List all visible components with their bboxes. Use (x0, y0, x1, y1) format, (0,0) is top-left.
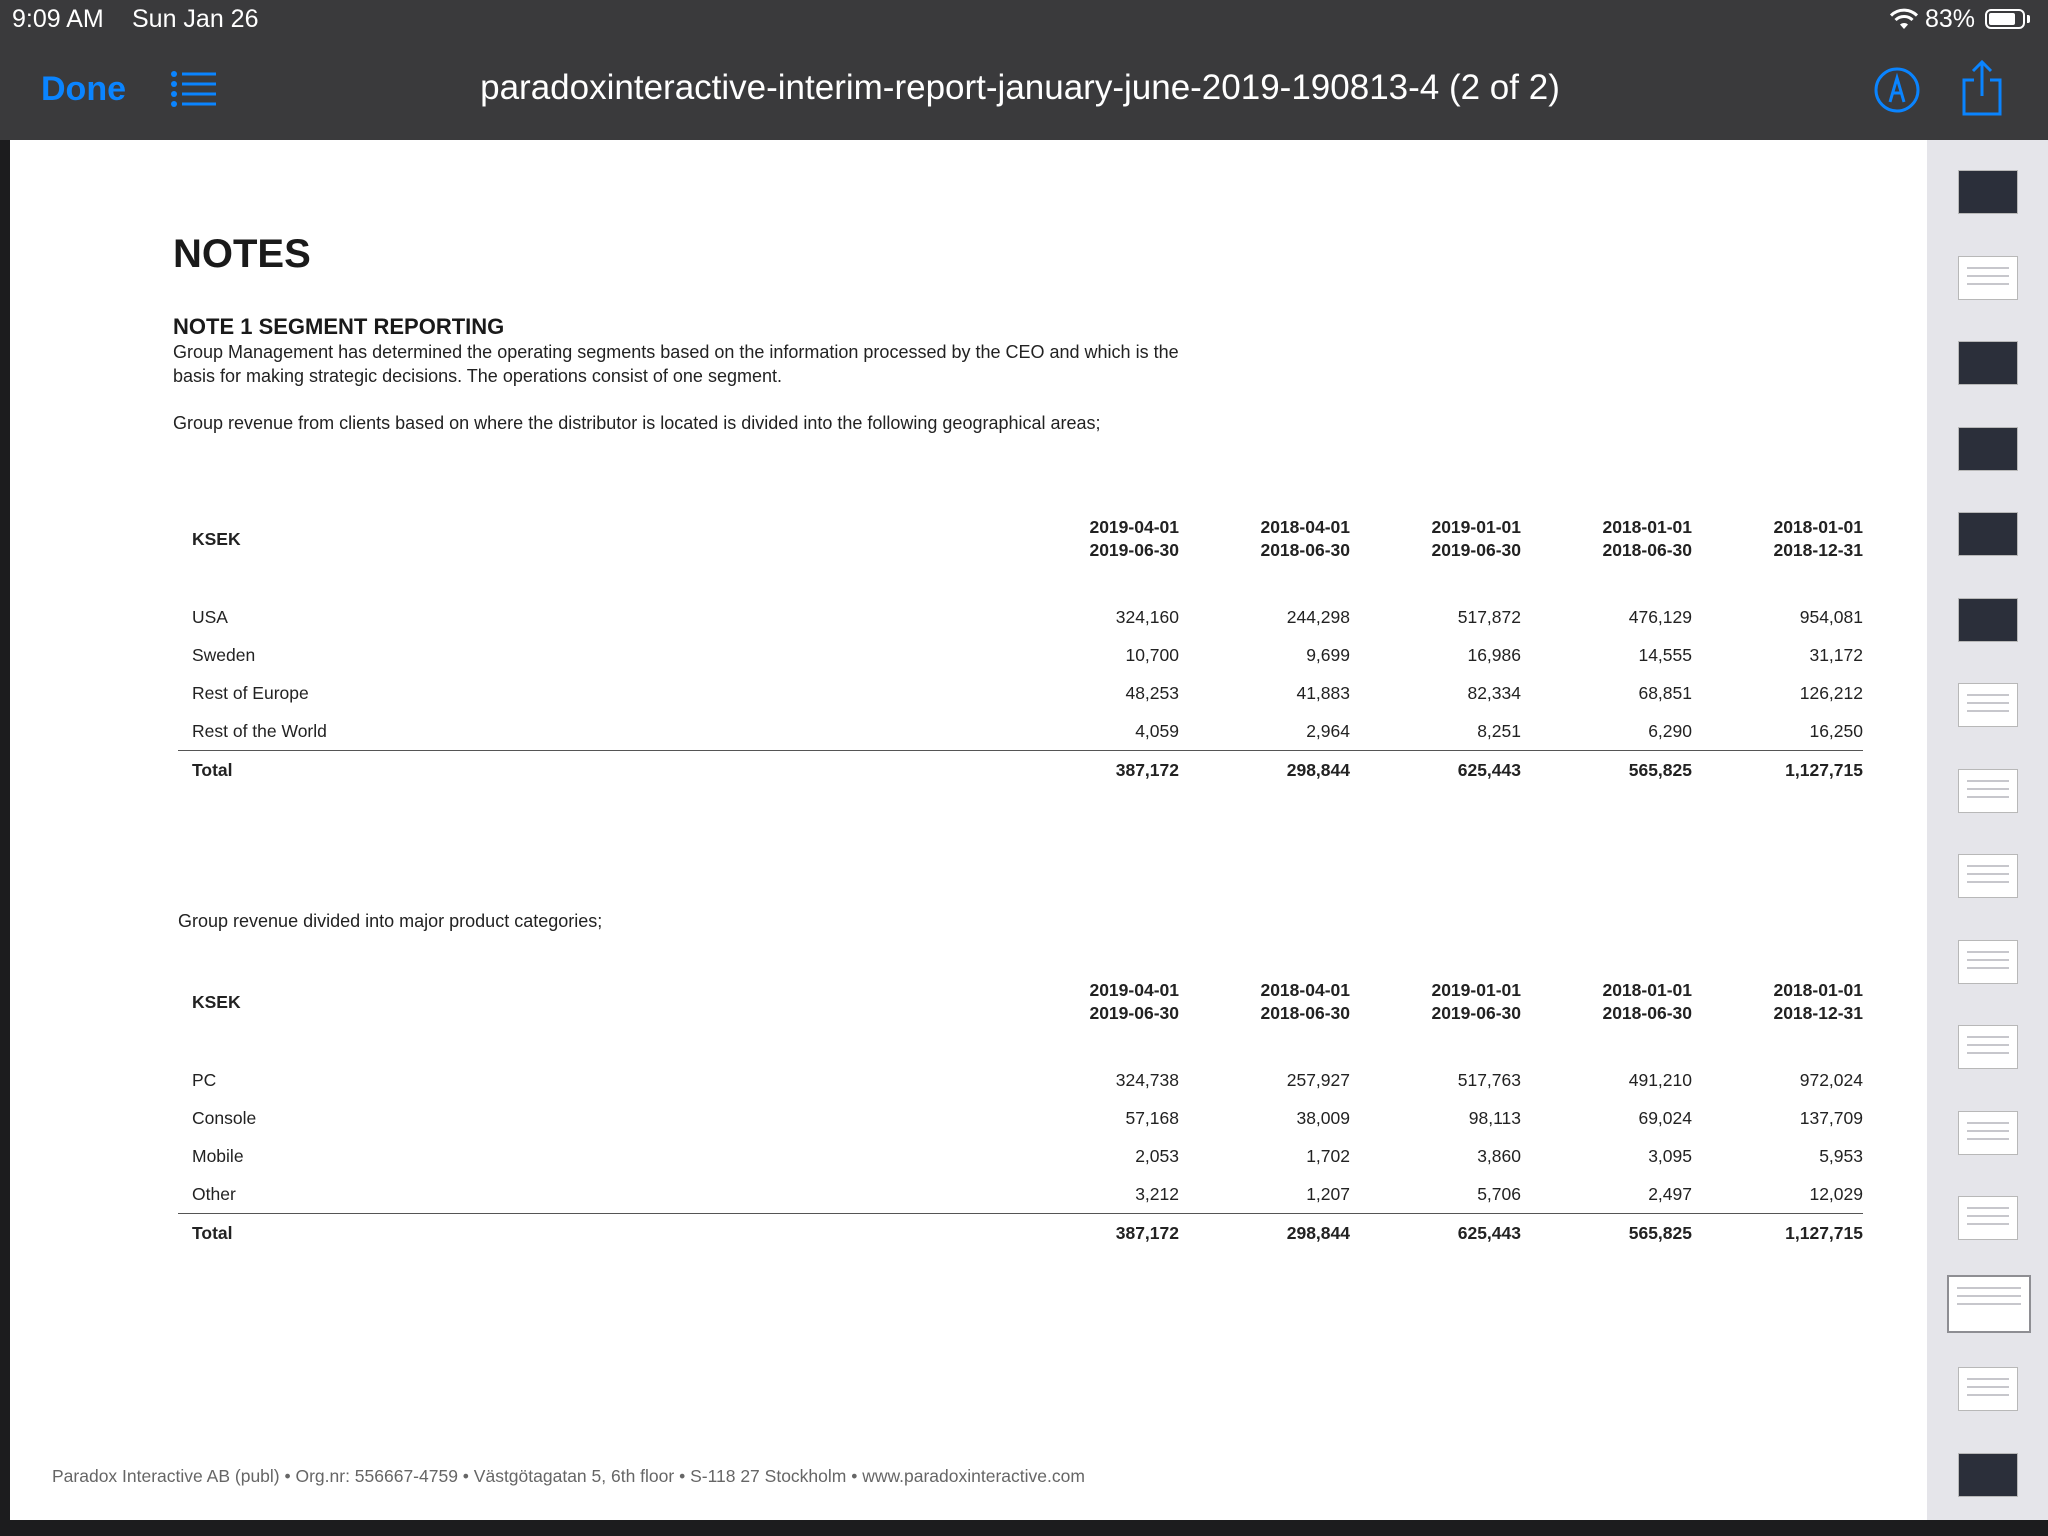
period-end: 2019-06-30 (1089, 1003, 1179, 1023)
period-start: 2019-01-01 (1431, 980, 1521, 1000)
cell-value: 5,953 (1819, 1145, 1863, 1166)
thumbnail-line (1957, 1295, 2021, 1297)
thumbnail-line (1967, 275, 2009, 277)
table-row (178, 712, 1863, 751)
page-thumbnail[interactable] (1947, 1275, 2031, 1333)
thumbnail-line (1967, 283, 2009, 285)
status-bar (0, 0, 2048, 40)
row-label: USA (192, 606, 228, 627)
geo-intro-text: Group revenue from clients based on where the distributor is located is divided into the following geographical areas; (173, 413, 1101, 433)
period-start: 2019-04-01 (1089, 517, 1179, 537)
cell-value: 16,986 (1467, 644, 1521, 665)
table-row (178, 1061, 1863, 1099)
page-thumbnail[interactable] (1958, 1025, 2018, 1069)
thumbnail-line (1967, 1138, 2009, 1140)
note-paragraph: Group Management has determined the operating segments based on the information processed by the CEO and which is the basis for making strategic decisions. The operations consist of one segment. (173, 342, 1179, 386)
row-label: Total (178, 1214, 1008, 1253)
cell-value: 2,497 (1648, 1183, 1692, 1204)
thumbnail-line (1967, 1044, 2009, 1046)
page-thumbnail[interactable] (1958, 170, 2018, 214)
period-header (1350, 963, 1521, 1041)
table-row (178, 674, 1863, 712)
document-page (10, 140, 1927, 1520)
cell-value: 126,212 (1799, 682, 1863, 703)
period-start: 2018-01-01 (1602, 517, 1692, 537)
row-label: Rest of the World (192, 720, 327, 741)
cell-value: 10,700 (1125, 644, 1179, 665)
thumbnail-line (1967, 788, 2009, 790)
cell-value: 324,160 (1115, 606, 1179, 627)
thumbnail-line (1957, 1303, 2021, 1305)
cell-value: 625,443 (1350, 1214, 1521, 1253)
cell-value: 1,702 (1306, 1145, 1350, 1166)
cell-value: 31,172 (1809, 644, 1863, 665)
period-end: 2019-06-30 (1431, 1003, 1521, 1023)
page-thumbnail[interactable] (1958, 598, 2018, 642)
cell-value: 41,883 (1296, 682, 1350, 703)
share-icon[interactable] (1960, 58, 2004, 118)
total-row (178, 751, 1863, 790)
cell-value: 954,081 (1799, 606, 1863, 627)
thumbnail-line (1957, 1287, 2021, 1289)
thumbnail-line (1967, 1052, 2009, 1054)
period-header (1179, 500, 1350, 578)
cell-value: 625,443 (1350, 751, 1521, 790)
cell-value: 2,964 (1306, 720, 1350, 741)
thumbnail-line (1967, 267, 2009, 269)
period-header (1350, 500, 1521, 578)
spacer-row (178, 578, 1863, 598)
cell-value: 387,172 (1008, 1214, 1179, 1253)
cell-value: 257,927 (1286, 1069, 1350, 1090)
thumbnail-line (1967, 1122, 2009, 1124)
cell-value: 69,024 (1638, 1107, 1692, 1128)
cell-value: 137,709 (1799, 1107, 1863, 1128)
period-start: 2019-01-01 (1431, 517, 1521, 537)
period-start: 2019-04-01 (1089, 980, 1179, 1000)
period-end: 2018-12-31 (1773, 540, 1863, 560)
thumbnail-line (1967, 1394, 2009, 1396)
period-header (1692, 500, 1863, 578)
period-end: 2019-06-30 (1431, 540, 1521, 560)
page-thumbnail[interactable] (1958, 769, 2018, 813)
thumbnail-line (1967, 1130, 2009, 1132)
thumbnail-line (1967, 1215, 2009, 1217)
period-start: 2018-04-01 (1260, 517, 1350, 537)
cell-value: 3,860 (1477, 1145, 1521, 1166)
cell-value: 517,872 (1457, 606, 1521, 627)
thumbnail-line (1967, 702, 2009, 704)
page-thumbnail[interactable] (1958, 427, 2018, 471)
thumbnail-line (1967, 865, 2009, 867)
cell-value: 5,706 (1477, 1183, 1521, 1204)
table-row (178, 636, 1863, 674)
cell-value: 12,029 (1809, 1183, 1863, 1204)
cell-value: 16,250 (1809, 720, 1863, 741)
cell-value: 8,251 (1477, 720, 1521, 741)
nav-bar (0, 40, 2048, 140)
cell-value: 387,172 (1008, 751, 1179, 790)
period-start: 2018-01-01 (1773, 517, 1863, 537)
period-start: 2018-01-01 (1773, 980, 1863, 1000)
page-title: NOTES (173, 232, 311, 276)
cell-value: 9,699 (1306, 644, 1350, 665)
cell-value: 565,825 (1521, 751, 1692, 790)
page-thumbnail[interactable] (1958, 341, 2018, 385)
battery-percent: 83% (1925, 5, 1976, 33)
cell-value: 68,851 (1638, 682, 1692, 703)
period-end: 2018-06-30 (1602, 1003, 1692, 1023)
cell-value: 98,113 (1468, 1107, 1521, 1128)
cell-value: 517,763 (1457, 1069, 1521, 1090)
page-thumbnail[interactable] (1958, 256, 2018, 300)
bottom-edge (0, 1520, 2048, 1536)
unit-header: KSEK (192, 528, 241, 549)
table-row (178, 1099, 1863, 1137)
cell-value: 244,298 (1286, 606, 1350, 627)
thumbnail-line (1967, 1223, 2009, 1225)
thumbnail-line (1967, 1036, 2009, 1038)
cell-value: 2,053 (1135, 1145, 1179, 1166)
thumbnail-line (1967, 710, 2009, 712)
page-thumbnail[interactable] (1958, 1111, 2018, 1155)
row-label: Rest of Europe (192, 682, 309, 703)
thumbnail-line (1967, 780, 2009, 782)
period-end: 2018-12-31 (1773, 1003, 1863, 1023)
battery-tip (2027, 15, 2030, 23)
period-end: 2019-06-30 (1089, 540, 1179, 560)
outline-list-icon[interactable] (170, 70, 216, 108)
thumbnail-line (1967, 796, 2009, 798)
thumbnail-line (1967, 1207, 2009, 1209)
table-header-row (178, 963, 1863, 1041)
thumbnail-line (1967, 959, 2009, 961)
period-end: 2018-06-30 (1260, 540, 1350, 560)
wifi-icon (1889, 7, 1919, 31)
thumbnail-line (1967, 1378, 2009, 1380)
row-label: Mobile (192, 1145, 244, 1166)
cell-value: 4,059 (1135, 720, 1179, 741)
row-label: Total (178, 751, 1008, 790)
thumbnail-line (1967, 694, 2009, 696)
period-header (1008, 963, 1179, 1041)
period-header (1179, 963, 1350, 1041)
geographic-revenue-table (178, 500, 1863, 789)
page-thumbnail[interactable] (1958, 854, 2018, 898)
markup-pen-icon[interactable] (1873, 66, 1921, 114)
cell-value: 565,825 (1521, 1214, 1692, 1253)
thumbnail-line (1967, 967, 2009, 969)
cell-value: 6,290 (1648, 720, 1692, 741)
table-row (178, 1137, 1863, 1175)
note-heading: NOTE 1 SEGMENT REPORTING (173, 314, 505, 339)
cell-value: 38,009 (1296, 1107, 1350, 1128)
table-header-row (178, 500, 1863, 578)
cell-value: 491,210 (1628, 1069, 1692, 1090)
page-thumbnail[interactable] (1958, 512, 2018, 556)
cell-value: 48,253 (1125, 682, 1179, 703)
cell-value: 1,127,715 (1692, 1214, 1863, 1253)
period-header (1008, 500, 1179, 578)
cell-value: 57,168 (1125, 1107, 1179, 1128)
period-header (1521, 963, 1692, 1041)
thumbnail-line (1967, 1386, 2009, 1388)
period-start: 2018-01-01 (1602, 980, 1692, 1000)
row-label: Sweden (192, 644, 256, 665)
document-title: paradoxinteractive-interim-report-january-june-2019-190813-4 (2 of 2) (480, 68, 1560, 107)
table-row (178, 1175, 1863, 1214)
table-row (178, 598, 1863, 636)
period-end: 2018-06-30 (1602, 540, 1692, 560)
row-label: Console (192, 1107, 257, 1128)
unit-header: KSEK (192, 991, 241, 1012)
cell-value: 1,207 (1306, 1183, 1350, 1204)
page-footer: Paradox Interactive AB (publ) • Org.nr: 556667-4759 • Västgötagatan 5, 6th floor • S-118 27 Stockholm • www.paradoxinteractive.com (52, 1466, 1085, 1486)
thumbnail-line (1967, 881, 2009, 883)
cell-value: 298,844 (1179, 1214, 1350, 1253)
cell-value: 3,212 (1135, 1183, 1179, 1204)
cell-value: 972,024 (1799, 1069, 1863, 1090)
status-date: Sun Jan 26 (132, 5, 259, 33)
battery-icon (1985, 9, 2025, 29)
cell-value: 1,127,715 (1692, 751, 1863, 790)
page-thumbnail[interactable] (1958, 1196, 2018, 1240)
page-thumbnail[interactable] (1958, 940, 2018, 984)
period-start: 2018-04-01 (1260, 980, 1350, 1000)
product-intro-text: Group revenue divided into major product categories; (178, 911, 603, 931)
total-row (178, 1214, 1863, 1253)
cell-value: 3,095 (1648, 1145, 1692, 1166)
cell-value: 324,738 (1115, 1069, 1179, 1090)
period-end: 2018-06-30 (1260, 1003, 1350, 1023)
cell-value: 82,334 (1467, 682, 1521, 703)
row-label: Other (192, 1183, 236, 1204)
product-revenue-table (178, 963, 1863, 1252)
cell-value: 298,844 (1179, 751, 1350, 790)
page-thumbnail[interactable] (1958, 1453, 2018, 1497)
period-header (1521, 500, 1692, 578)
done-button[interactable]: Done (41, 70, 126, 108)
thumbnail-line (1967, 951, 2009, 953)
period-header (1692, 963, 1863, 1041)
spacer-row (178, 1041, 1863, 1061)
page-thumbnail[interactable] (1958, 683, 2018, 727)
cell-value: 476,129 (1628, 606, 1692, 627)
page-thumbnail[interactable] (1958, 1367, 2018, 1411)
row-label: PC (192, 1069, 217, 1090)
thumbnail-line (1967, 873, 2009, 875)
cell-value: 14,555 (1638, 644, 1692, 665)
status-time: 9:09 AM (12, 5, 104, 33)
page-thumbnail-sidebar[interactable] (1927, 140, 2048, 1520)
